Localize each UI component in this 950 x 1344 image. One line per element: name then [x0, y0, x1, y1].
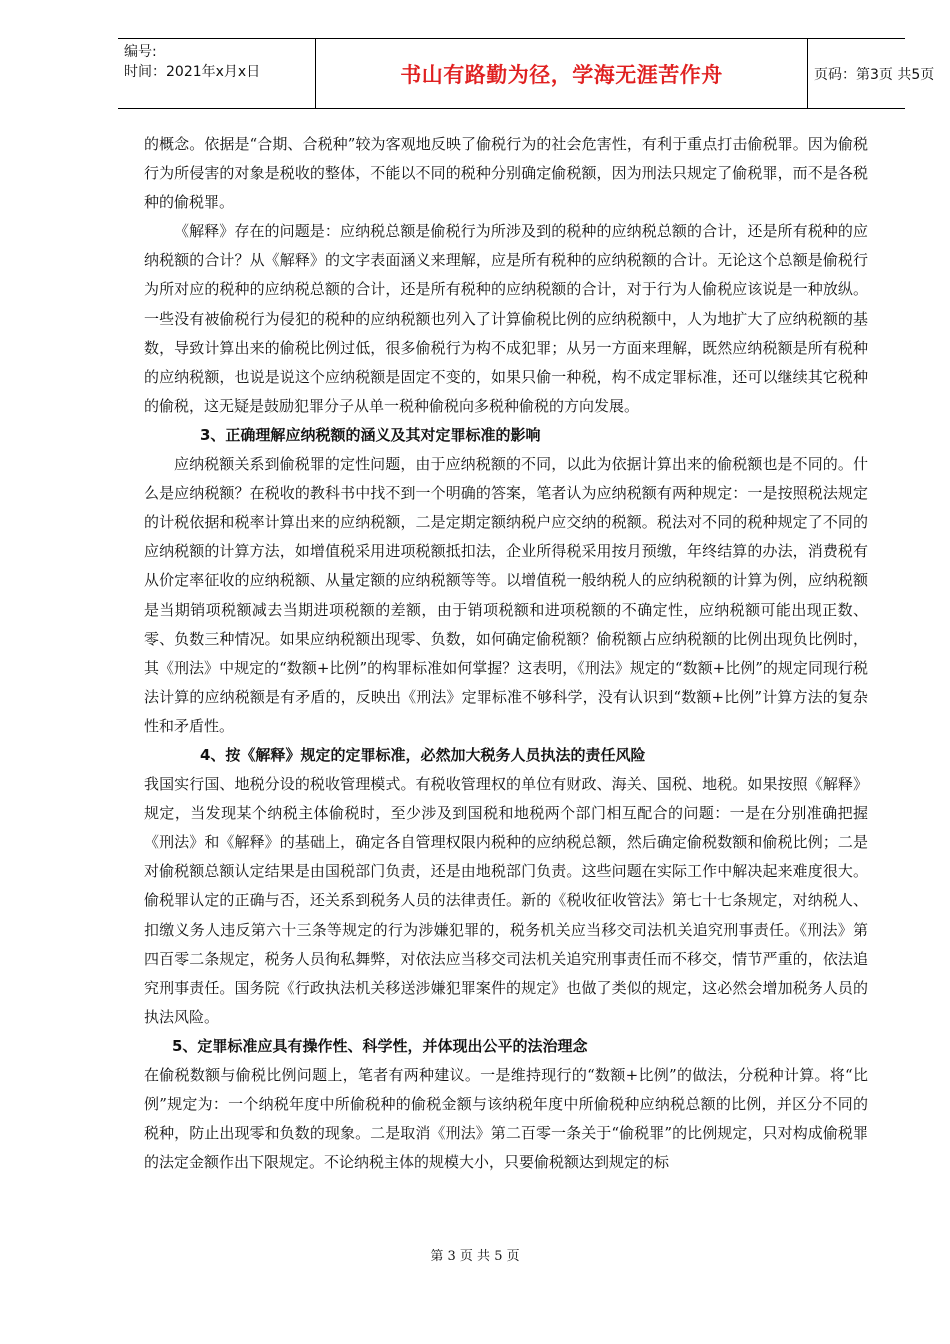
header-motto-cell: [315, 39, 808, 108]
document-body: [144, 130, 868, 1177]
page-footer: 第 3 页 共 5 页: [430, 1249, 520, 1264]
paragraph-4: 我国实行国、地税分设的税收管理模式。有税收管理权的单位有财政、海关、国税、地税。如果按照《解释》规定，当发现某个纳税主体偷税时，至少涉及到国税和地税两个部门相互配合的问题：一是在分别准确把握《刑法》和《解释》的基础上，确定各自管理权限内税种的应纳税总额，然后确定偷税数额和偷税比例；二是对偷税额总额认定结果是由国税部门负责，还是由地税部门负责。这些问题在实际工作中解决起来难度很大。偷税罪认定的正确与否，还关系到税务人员的法律责任。新的《税收征收管法》第七十七条规定，对纳税人、扣缴义务人违反第六十三条等规定的行为涉嫌犯罪的，税务机关应当移交司法机关追究刑事责任。《刑法》第四百零二条规定，税务人员徇私舞弊，对依法应当移交司法机关追究刑事责任而不移交，情节严重的，依法追究刑事责任。国务院《行政执法机关移送涉嫌犯罪案件的规定》也做了类似的规定，这必然会增加税务人员的执法风险。: [144, 775, 868, 1026]
serial-label: 编号:: [124, 44, 157, 60]
paragraph-3: 应纳税额关系到偷税罪的定性问题，由于应纳税额的不同，以此为依据计算出来的偷税额也是不同的。什么是应纳税额？在税收的教科书中找不到一个明确的答案，笔者认为应纳税额有两种规定：一是按照税法规定的计税依据和税率计算出来的应纳税额，二是定期定额纳税户应交纳的税额。税法对不同的税种规定了不同的应纳税额的计算方法，如增值税采用进项税额抵扣法，企业所得税采用按月预缴，年终结算的办法，消费税有从价定率征收的应纳税额、从量定额的应纳税额等等。以增值税一般纳税人的应纳税额的计算为例，应纳税额是当期销项税额减去当期进项税额的差额，由于销项税额和进项税额的不确定性，应纳税额可能出现正数、零、负数三种情况。如果应纳税额出现零、负数，如何确定偷税额？偷税额占应纳税额的比例出现负比例时，其《刑法》中规定的“数额+比例”的构罪标准如何掌握？这表明，《刑法》规定的“数额+比例”的规定同现行税法计算的应纳税额是有矛盾的，反映出《刑法》定罪标准不够科学，没有认识到“数额+比例”计算方法的复杂性和矛盾性。: [144, 455, 868, 735]
paragraph-1: 的概念。依据是“合期、合税种”较为客观地反映了偷税行为的社会危害性，有利于重点打击偷税罪。因为偷税行为所侵害的对象是税收的整体，不能以不同的税种分别确定偷税额，因为刑法只规定了偷税罪，而不是各税种的偷税罪。: [144, 135, 868, 212]
section-heading-5: 5、定罪标准应具有操作性、科学性，并体现出公平的法治理念: [172, 1036, 588, 1055]
page-header: [118, 38, 935, 109]
header-motto: 书山有路勤为径，学海无涯苦作舟: [400, 62, 723, 87]
section-heading-4: 4、按《解释》规定的定罪标准，必然加大税务人员执法的责任风险: [200, 745, 646, 764]
section-heading-3: 3、正确理解应纳税额的涵义及其对定罪标准的影响: [200, 425, 541, 444]
time-label: 时间：2021年x月x日: [124, 64, 261, 80]
paragraph-5: 在偷税数额与偷税比例问题上，笔者有两种建议。一是维持现行的“数额+比例”的做法，分税种计算。将“比例”规定为：一个纳税年度中所偷税种的偷税金额与该纳税年度中所偷税种应纳税总额的比例，并区分不同的税种，防止出现零和负数的现象。二是取消《刑法》第二百零一条关于“偷税罪”的比例规定，只对构成偷税罪的法定金额作出下限规定。不论纳税主体的规模大小，只要偷税额达到规定的标: [144, 1066, 868, 1172]
header-meta: [118, 39, 315, 108]
paragraph-2: 《解释》存在的问题是：应纳税总额是偷税行为所涉及到的税种的应纳税总额的合计，还是所有税种的应纳税额的合计？从《解释》的文字表面涵义来理解，应是所有税种的应纳税额的合计。无论这个总额是偷税行为所对应的税种的应纳税总额的合计，还是所有税种的应纳税额的合计，对于行为人偷税应该说是一种放纵。一些没有被偷税行为侵犯的税种的应纳税额也列入了计算偷税比例的应纳税额中，人为地扩大了应纳税额的基数，导致计算出来的偷税比例过低，很多偷税行为构不成犯罪；从另一方面来理解，既然应纳税额是所有税种的应纳税额，也说是说这个应纳税额是固定不变的，如果只偷一种税，构不成定罪标准，还可以继续其它税种的偷税，这无疑是鼓励犯罪分子从单一税种偷税向多税种偷税的方向发展。: [144, 222, 868, 415]
header-page-label: 页码：第3页 共5页: [814, 66, 935, 83]
